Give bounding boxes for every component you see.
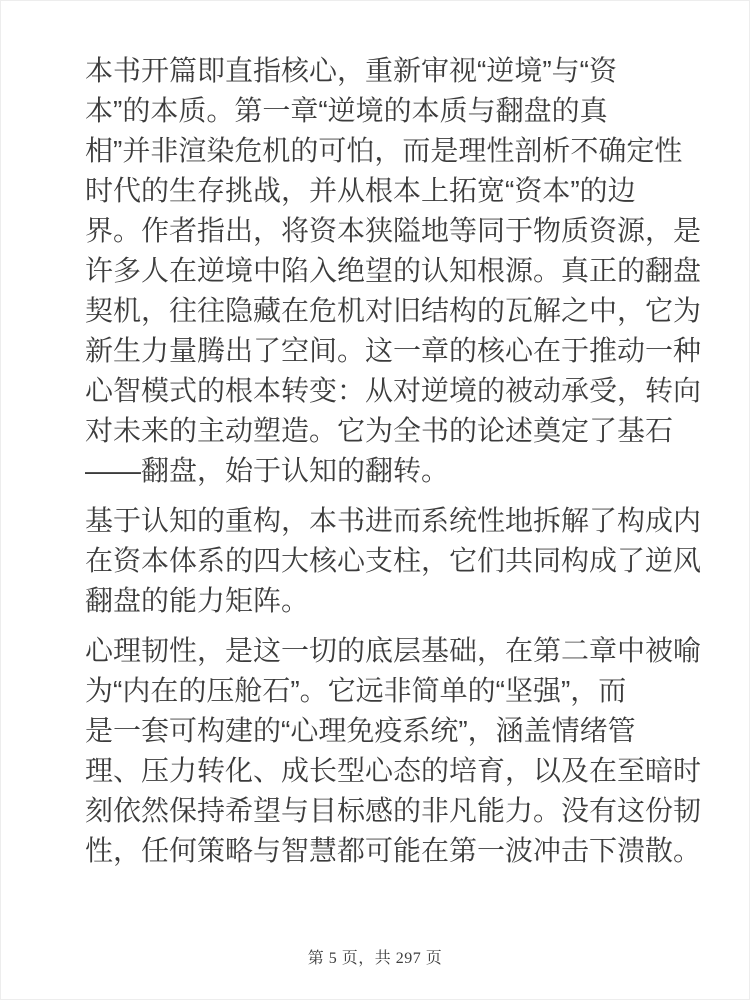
document-content	[85, 51, 717, 881]
paragraph	[85, 501, 717, 621]
text-line: 性，任何策略与智慧都可能在第一波冲击下溃散。	[85, 835, 702, 866]
text-line: 对未来的主动塑造。它为全书的论述奠定了基石	[85, 415, 674, 446]
text-line: 刻依然保持希望与目标感的非凡能力。没有这份韧	[85, 795, 702, 826]
text-line: 为“内在的压舱石”。它远非简单的“坚强”，而	[85, 675, 627, 706]
text-line: ——翻盘，始于认知的翻转。	[85, 455, 450, 486]
text-line: 时代的生存挑战，并从根本上拓宽“资本”的边	[85, 175, 636, 206]
page-indicator: 第 5 页，共 297 页	[307, 950, 443, 967]
text-line: 本”的本质。第一章“逆境的本质与翻盘的真	[85, 95, 608, 126]
text-line: 基于认知的重构，本书进而系统性地拆解了构成内	[85, 505, 702, 536]
text-line: 理、压力转化、成长型心态的培育，以及在至暗时	[85, 755, 702, 786]
text-line: 本书开篇即直指核心，重新审视“逆境”与“资	[85, 55, 617, 86]
text-line: 新生力量腾出了空间。这一章的核心在于推动一种	[85, 335, 702, 366]
text-line: 是一套可构建的“心理免疫系统”，涵盖情绪管	[85, 715, 636, 746]
paragraph	[85, 631, 717, 871]
paragraphs-container	[85, 51, 717, 871]
page-footer	[1, 949, 749, 968]
text-line: 在资本体系的四大核心支柱，它们共同构成了逆风	[85, 545, 702, 576]
text-line: 许多人在逆境中陷入绝望的认知根源。真正的翻盘	[85, 255, 702, 286]
text-line: 契机，往往隐藏在危机对旧结构的瓦解之中，它为	[85, 295, 702, 326]
text-line: 相”并非渲染危机的可怕，而是理性剖析不确定性	[85, 135, 683, 166]
text-line: 翻盘的能力矩阵。	[85, 585, 310, 616]
text-line: 界。作者指出，将资本狭隘地等同于物质资源，是	[85, 215, 702, 246]
text-line: 心理韧性，是这一切的底层基础，在第二章中被喻	[85, 635, 702, 666]
paragraph	[85, 51, 717, 491]
text-line: 心智模式的根本转变：从对逆境的被动承受，转向	[85, 375, 702, 406]
